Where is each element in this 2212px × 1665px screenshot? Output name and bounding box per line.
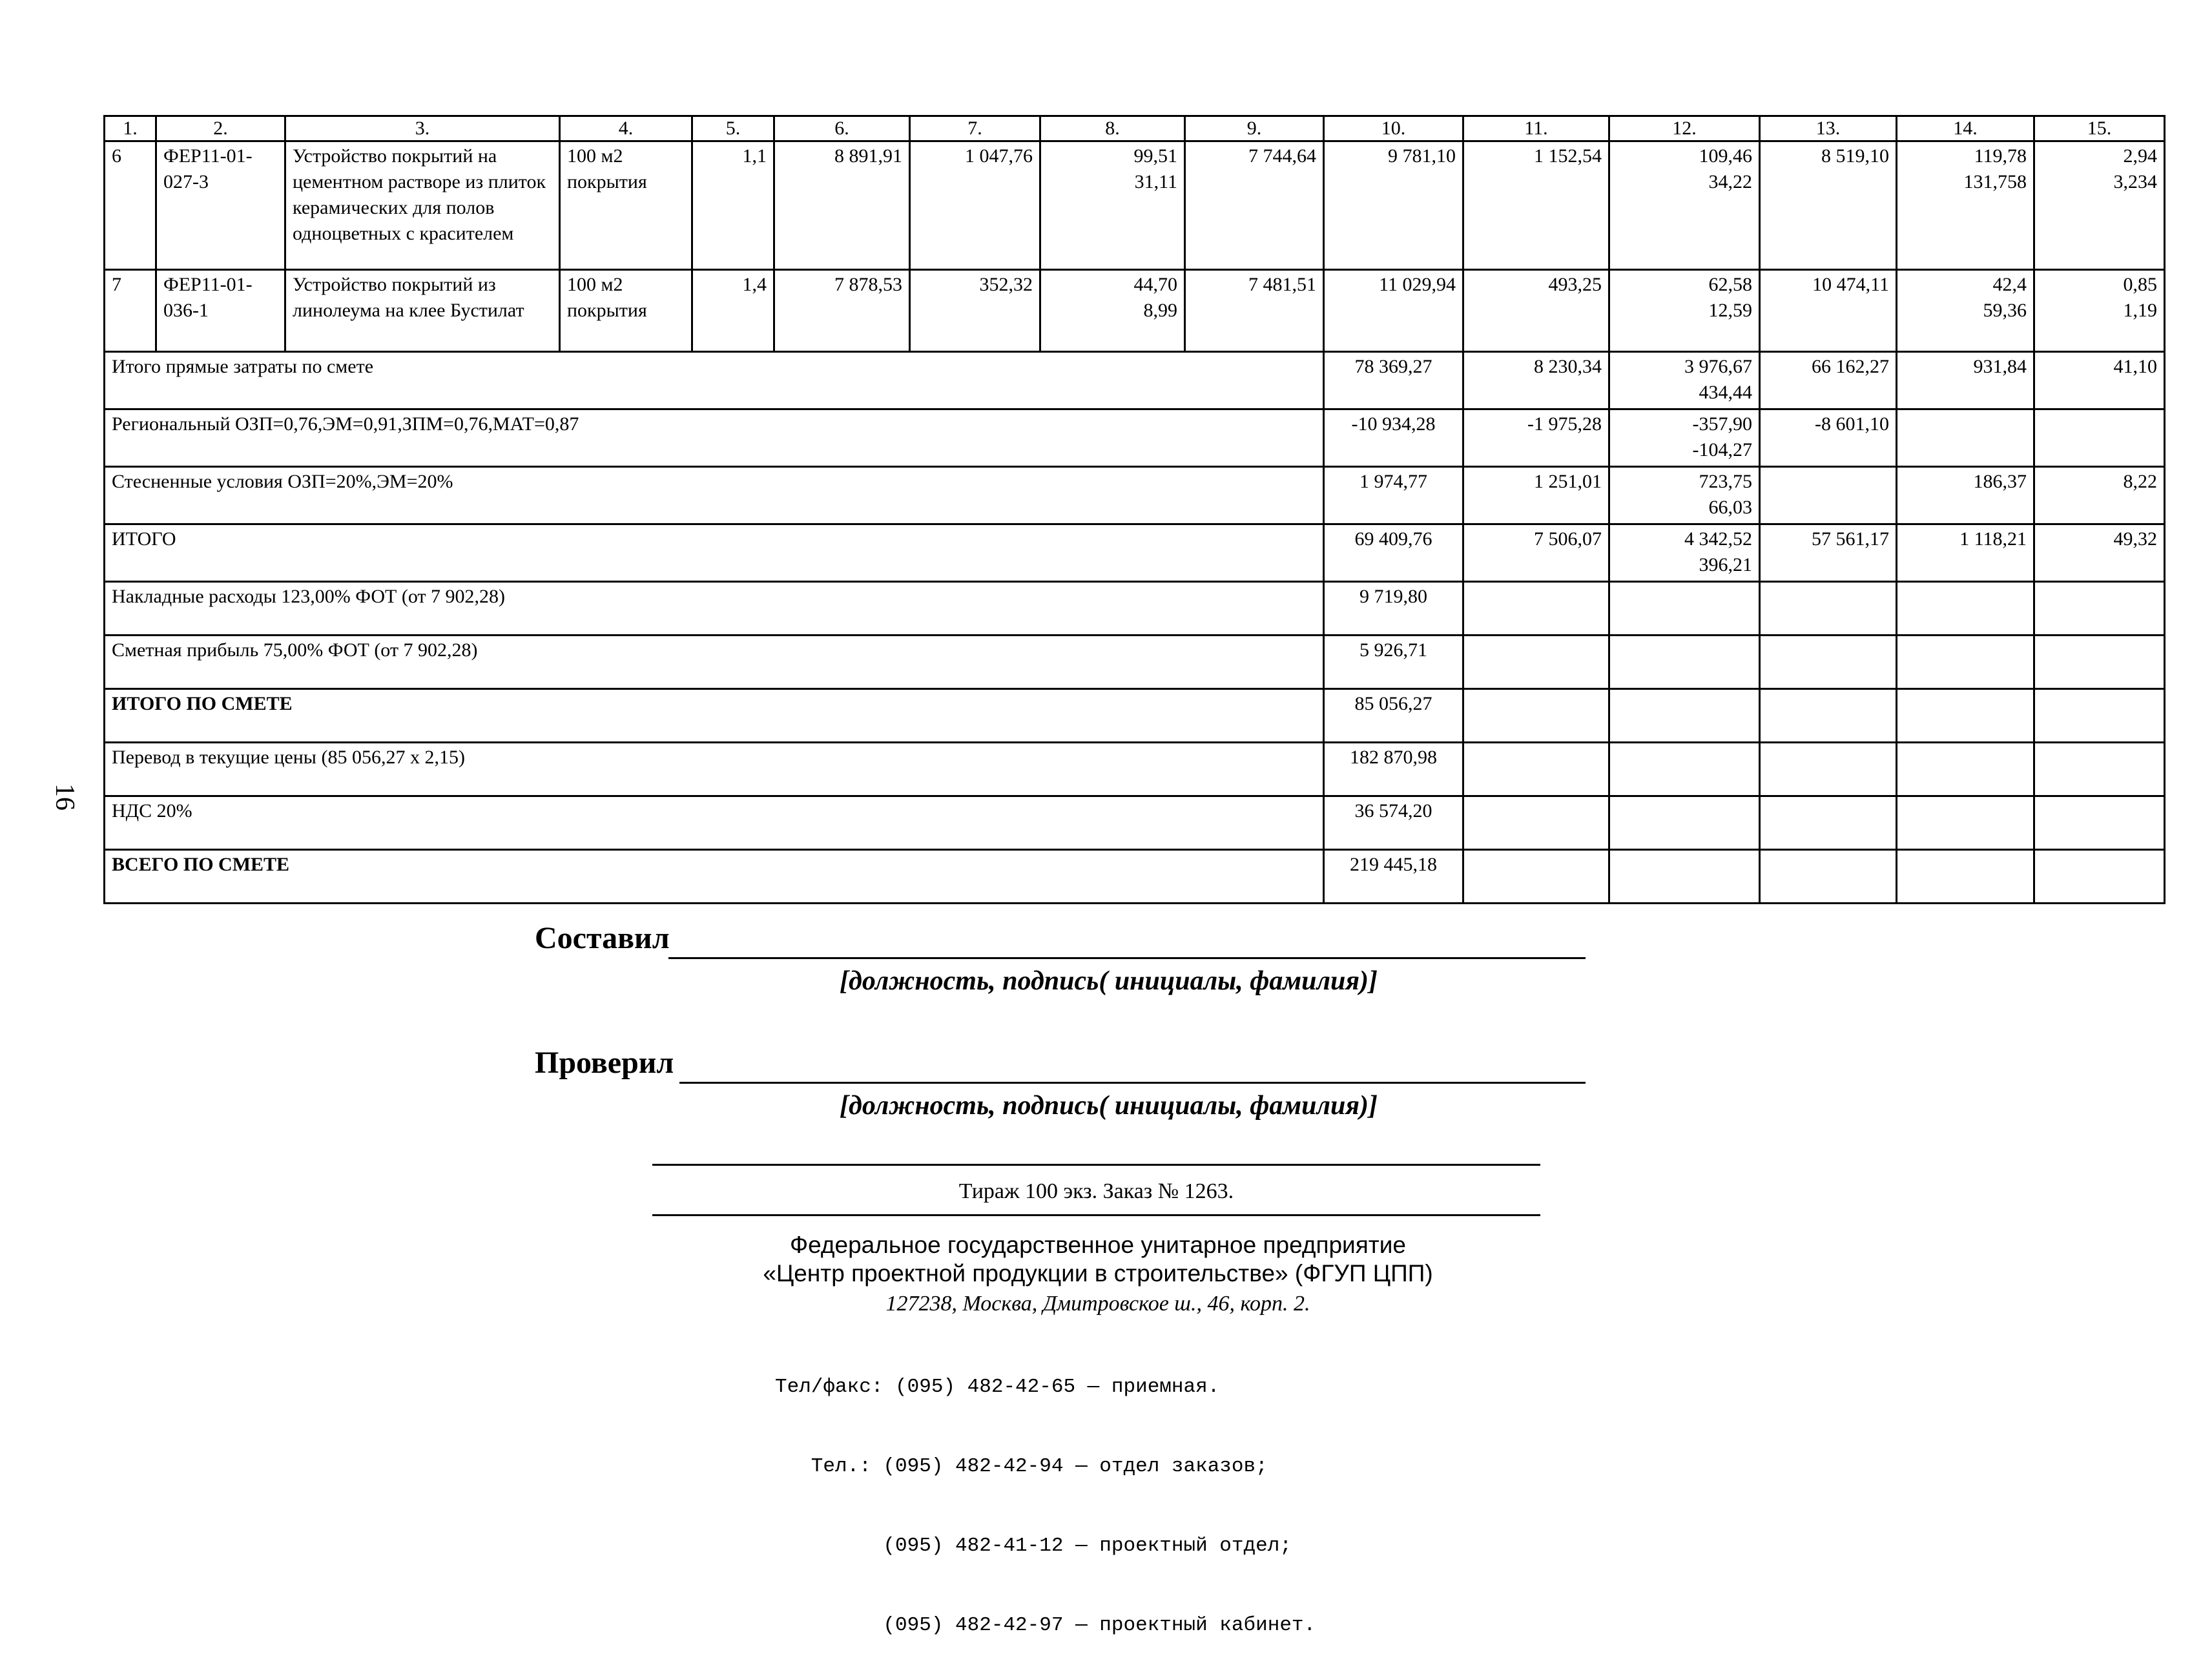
- column-header: 13.: [1760, 116, 1897, 141]
- summary-value: 78 369,27: [1324, 352, 1463, 409]
- item-value: 8 891,91: [774, 141, 910, 270]
- summary-label: Итого прямые затраты по смете: [105, 352, 1324, 409]
- summary-row: [105, 582, 2165, 636]
- summary-label: Стесненные условия ОЗП=20%,ЭМ=20%: [105, 467, 1324, 524]
- summary-value: 723,75 66,03: [1609, 467, 1760, 524]
- summary-value: [1760, 796, 1897, 850]
- summary-value: -10 934,28: [1324, 409, 1463, 467]
- summary-value: [1897, 409, 2034, 467]
- summary-value: [1609, 582, 1760, 636]
- contact-line: Тел/факс: (095) 482-42-65 — приемная.: [775, 1376, 1220, 1398]
- item-value: 99,51 31,11: [1040, 141, 1185, 270]
- compiled-by-hint: [должность, подпись( инициалы, фамилия)]: [840, 966, 1378, 996]
- item-name: Устройство покрытий на цементном растворе из плиток керамических для полов одноцветных с красителем: [285, 141, 560, 270]
- summary-value: -357,90 -104,27: [1609, 409, 1760, 467]
- publisher-line-1: Федеральное государственное унитарное предприятие: [790, 1232, 1406, 1258]
- summary-value: [1760, 636, 1897, 689]
- item-value: 10 474,11: [1760, 270, 1897, 352]
- column-header: 14.: [1897, 116, 2034, 141]
- item-value: 7 744,64: [1185, 141, 1324, 270]
- item-value: 9 781,10: [1324, 141, 1463, 270]
- item-value: 7 481,51: [1185, 270, 1324, 352]
- summary-row: [105, 467, 2165, 524]
- item-value: 0,85 1,19: [2034, 270, 2165, 352]
- column-header: 3.: [285, 116, 560, 141]
- summary-value: [1609, 689, 1760, 743]
- item-code: ФЕР11-01-036-1: [156, 270, 285, 352]
- imprint-rule-top: [652, 1164, 1540, 1166]
- summary-row: [105, 636, 2165, 689]
- summary-value: 1 118,21: [1897, 524, 2034, 582]
- publisher-address: 127238, Москва, Дмитровское ш., 46, корп. 2.: [885, 1292, 1310, 1316]
- column-header: 15.: [2034, 116, 2165, 141]
- column-header: 8.: [1040, 116, 1185, 141]
- summary-row: [105, 850, 2165, 904]
- summary-value: 1 251,01: [1463, 467, 1609, 524]
- compiled-by-line: [668, 957, 1586, 959]
- item-value: 42,4 59,36: [1897, 270, 2034, 352]
- summary-label: НДС 20%: [105, 796, 1324, 850]
- summary-value: 1 974,77: [1324, 467, 1463, 524]
- column-header: 2.: [156, 116, 285, 141]
- column-header: 4.: [560, 116, 692, 141]
- summary-value: [2034, 689, 2165, 743]
- summary-value: [1897, 796, 2034, 850]
- summary-value: [1463, 689, 1609, 743]
- summary-value: [1897, 743, 2034, 796]
- item-unit: 100 м2 покрытия: [560, 270, 692, 352]
- summary-value: [1760, 743, 1897, 796]
- table-row: [105, 141, 2165, 270]
- summary-row: [105, 796, 2165, 850]
- summary-label: ВСЕГО ПО СМЕТЕ: [105, 850, 1324, 904]
- column-header: 10.: [1324, 116, 1463, 141]
- summary-value: 219 445,18: [1324, 850, 1463, 904]
- item-number: 6: [105, 141, 156, 270]
- item-value: 119,78 131,758: [1897, 141, 2034, 270]
- summary-value: 4 342,52 396,21: [1609, 524, 1760, 582]
- summary-value: [1609, 636, 1760, 689]
- summary-value: [2034, 850, 2165, 904]
- summary-value: [1463, 582, 1609, 636]
- summary-label: Региональный ОЗП=0,76,ЭМ=0,91,ЗПМ=0,76,МАТ=0,87: [105, 409, 1324, 467]
- compiled-by-label: Составил: [535, 921, 670, 955]
- item-quantity: 1,1: [692, 141, 774, 270]
- summary-label: Сметная прибыль 75,00% ФОТ (от 7 902,28): [105, 636, 1324, 689]
- summary-value: 66 162,27: [1760, 352, 1897, 409]
- summary-value: [1609, 796, 1760, 850]
- item-value: 109,46 34,22: [1609, 141, 1760, 270]
- summary-value: [1760, 467, 1897, 524]
- imprint-rule-bottom: [652, 1214, 1540, 1216]
- item-value: 11 029,94: [1324, 270, 1463, 352]
- summary-value: [1463, 796, 1609, 850]
- summary-value: 3 976,67 434,44: [1609, 352, 1760, 409]
- summary-value: [1463, 636, 1609, 689]
- page-number: 16: [50, 783, 79, 811]
- summary-value: [1760, 850, 1897, 904]
- item-value: 8 519,10: [1760, 141, 1897, 270]
- summary-value: 5 926,71: [1324, 636, 1463, 689]
- summary-value: [1897, 582, 2034, 636]
- summary-value: 36 574,20: [1324, 796, 1463, 850]
- summary-value: [1760, 582, 1897, 636]
- item-value: 2,94 3,234: [2034, 141, 2165, 270]
- item-name: Устройство покрытий из линолеума на клее Бустилат: [285, 270, 560, 352]
- column-header: 5.: [692, 116, 774, 141]
- contact-line: Тел.: (095) 482-42-94 — отдел заказов;: [775, 1455, 1268, 1478]
- summary-value: [1609, 850, 1760, 904]
- item-value: 1 047,76: [910, 141, 1040, 270]
- summary-value: [1897, 689, 2034, 743]
- summary-value: [1760, 689, 1897, 743]
- summary-value: [1897, 636, 2034, 689]
- column-header: 12.: [1609, 116, 1760, 141]
- summary-value: -1 975,28: [1463, 409, 1609, 467]
- summary-value: [1897, 850, 2034, 904]
- summary-value: 931,84: [1897, 352, 2034, 409]
- summary-label: Накладные расходы 123,00% ФОТ (от 7 902,28): [105, 582, 1324, 636]
- summary-value: [2034, 582, 2165, 636]
- item-value: 44,70 8,99: [1040, 270, 1185, 352]
- summary-value: [2034, 796, 2165, 850]
- column-header: 9.: [1185, 116, 1324, 141]
- column-header: 1.: [105, 116, 156, 141]
- summary-row: [105, 352, 2165, 409]
- summary-value: -8 601,10: [1760, 409, 1897, 467]
- summary-value: 8 230,34: [1463, 352, 1609, 409]
- summary-value: 8,22: [2034, 467, 2165, 524]
- summary-row: [105, 524, 2165, 582]
- summary-value: [1463, 743, 1609, 796]
- summary-value: 85 056,27: [1324, 689, 1463, 743]
- summary-row: [105, 689, 2165, 743]
- summary-value: 49,32: [2034, 524, 2165, 582]
- summary-value: 7 506,07: [1463, 524, 1609, 582]
- summary-value: 69 409,76: [1324, 524, 1463, 582]
- checked-by-line: [679, 1082, 1586, 1084]
- item-value: 352,32: [910, 270, 1040, 352]
- summary-row: [105, 409, 2165, 467]
- summary-label: ИТОГО: [105, 524, 1324, 582]
- column-header: 6.: [774, 116, 910, 141]
- checked-by-label: Проверил: [535, 1046, 674, 1080]
- summary-value: 41,10: [2034, 352, 2165, 409]
- checked-by-hint: [должность, подпись( инициалы, фамилия)]: [840, 1091, 1378, 1121]
- summary-row: [105, 743, 2165, 796]
- table-header-row: [105, 116, 2165, 141]
- estimate-table: [103, 115, 2165, 904]
- summary-value: 182 870,98: [1324, 743, 1463, 796]
- summary-label: Перевод в текущие цены (85 056,27 х 2,15): [105, 743, 1324, 796]
- summary-value: 57 561,17: [1760, 524, 1897, 582]
- table-row: [105, 270, 2165, 352]
- column-header: 11.: [1463, 116, 1609, 141]
- item-value: 1 152,54: [1463, 141, 1609, 270]
- summary-label: ИТОГО ПО СМЕТЕ: [105, 689, 1324, 743]
- item-value: 493,25: [1463, 270, 1609, 352]
- summary-value: [2034, 743, 2165, 796]
- item-value: 7 878,53: [774, 270, 910, 352]
- summary-value: [1609, 743, 1760, 796]
- item-code: ФЕР11-01-027-3: [156, 141, 285, 270]
- circulation-text: Тираж 100 экз. Заказ № 1263.: [958, 1179, 1234, 1203]
- summary-value: [1463, 850, 1609, 904]
- item-number: 7: [105, 270, 156, 352]
- contact-line: (095) 482-42-97 — проектный кабинет.: [775, 1614, 1316, 1637]
- publisher-line-2: «Центр проектной продукции в строительстве» (ФГУП ЦПП): [763, 1260, 1433, 1287]
- item-unit: 100 м2 покрытия: [560, 141, 692, 270]
- column-header: 7.: [910, 116, 1040, 141]
- summary-value: [2034, 409, 2165, 467]
- item-value: 62,58 12,59: [1609, 270, 1760, 352]
- summary-value: 9 719,80: [1324, 582, 1463, 636]
- item-quantity: 1,4: [692, 270, 774, 352]
- summary-value: 186,37: [1897, 467, 2034, 524]
- publisher-contacts: [775, 1321, 1316, 1665]
- summary-value: [2034, 636, 2165, 689]
- contact-line: (095) 482-41-12 — проектный отдел;: [775, 1535, 1292, 1557]
